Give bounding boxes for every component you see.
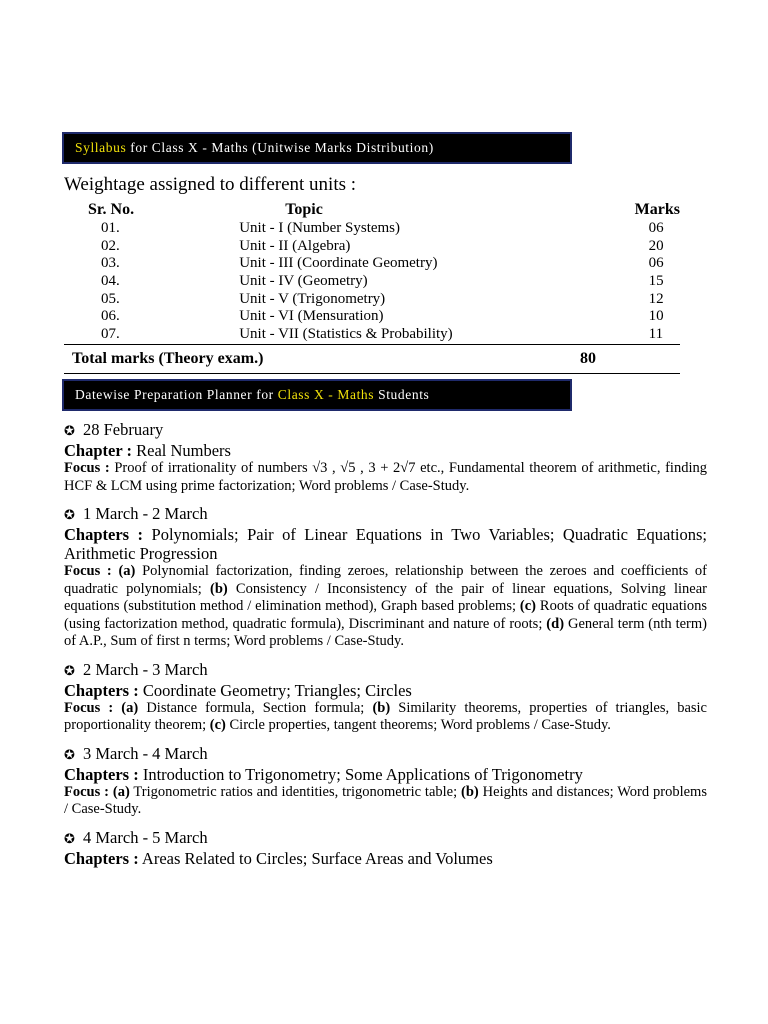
planner-banner (62, 379, 572, 411)
cell-marks: 11 (648, 325, 664, 342)
focus-text: Polynomial factorization, finding zeroes, relationship between the zeroes and coefficients of quadratic polynomials; (64, 563, 708, 597)
cell-sr: 07. (101, 325, 120, 342)
date-text: 2 March - 3 March (83, 659, 208, 679)
cell-sr: 06. (101, 308, 120, 325)
cell-sr: 03. (101, 255, 120, 272)
entry-focus (64, 563, 707, 651)
total-value: 80 (580, 350, 596, 367)
total-label: Total marks (Theory exam.) (72, 350, 264, 367)
focus-text: Circle properties, tangent theorems; Word problems / Case-Study. (229, 717, 611, 733)
entry-chapters (64, 849, 707, 868)
marks-table (64, 200, 680, 343)
entry-date (64, 420, 707, 441)
cell-topic: Unit - II (Algebra) (239, 237, 351, 254)
entry-date (64, 504, 707, 525)
focus-text: General term (nth term) of A.P., Sum of first n terms; Word problems / Case-Study. (64, 615, 707, 649)
enum-c: (c) (209, 717, 226, 733)
banner-highlight: Syllabus (75, 140, 127, 155)
chapters-text: Areas Related to Circles; Surface Areas and Volumes (141, 848, 493, 868)
header-marks: Marks (634, 201, 680, 218)
focus-text: Heights and distances; Word problems / Case-Study. (64, 783, 707, 817)
enum-b: (b) (210, 580, 228, 597)
star-bullet-icon: ✪ (64, 746, 75, 762)
entry-focus (64, 784, 707, 819)
date-text: 1 March - 2 March (83, 504, 208, 523)
planner-entry (64, 420, 707, 495)
entry-date (64, 660, 707, 681)
cell-sr: 02. (101, 237, 120, 254)
cell-topic: Unit - VI (Mensuration) (239, 308, 384, 325)
table-row (64, 220, 680, 238)
star-bullet-icon: ✪ (64, 507, 75, 522)
date-text: 28 February (83, 420, 164, 439)
cell-marks: 06 (648, 255, 664, 272)
enum-a: (a) (121, 699, 139, 716)
cell-topic: Unit - III (Coordinate Geometry) (239, 255, 438, 272)
entry-focus (64, 700, 707, 735)
planner-entry (64, 504, 707, 651)
header-topic: Topic (285, 201, 323, 218)
banner-text: for Class X - Maths (Unitwise Marks Distribution) (126, 140, 434, 155)
table-row (64, 308, 680, 326)
table-header-row (64, 200, 680, 220)
table-row (64, 255, 680, 273)
entry-chapters (64, 525, 707, 563)
syllabus-banner (62, 132, 572, 164)
chapters-label: Chapters : (64, 680, 139, 700)
planner-entry (64, 660, 707, 735)
header-sr-no: Sr. No. (88, 201, 135, 218)
table-row (64, 290, 680, 308)
star-bullet-icon: ✪ (64, 830, 75, 846)
chapter-label: Chapter : (64, 441, 132, 460)
cell-marks: 20 (648, 237, 664, 254)
entry-focus (64, 460, 707, 495)
focus-text: Roots of quadratic equations (using factorization method, quadratic formula), Discriminant and nature of roots; (64, 598, 708, 632)
enum-a: (a) (112, 783, 130, 800)
entry-date (64, 744, 707, 765)
table-row (64, 326, 680, 344)
focus-text: Distance formula, Section formula; (146, 699, 365, 716)
cell-marks: 12 (648, 290, 664, 307)
cell-sr: 01. (101, 220, 120, 237)
focus-label: Focus : (64, 460, 110, 476)
table-row (64, 238, 680, 256)
date-text: 4 March - 5 March (83, 827, 208, 847)
focus-label: Focus : (64, 783, 109, 800)
planner-entry (64, 828, 707, 868)
banner-highlight: Class X - Maths (277, 387, 375, 402)
chapters-text: Introduction to Trigonometry; Some Applications of Trigonometry (142, 764, 583, 784)
cell-marks: 15 (648, 273, 664, 290)
focus-label: Focus : (64, 699, 114, 716)
entry-date (64, 828, 707, 849)
enum-b: (b) (372, 699, 391, 716)
total-marks-row (64, 344, 680, 374)
chapters-label: Chapters : (64, 848, 139, 868)
focus-label: Focus : (64, 563, 112, 579)
planner-entry (64, 744, 707, 819)
enum-c: (c) (519, 598, 536, 614)
cell-topic: Unit - IV (Geometry) (239, 273, 368, 290)
entry-chapters (64, 681, 707, 700)
cell-marks: 06 (648, 220, 664, 237)
chapters-text: Real Numbers (136, 441, 231, 460)
focus-text: Trigonometric ratios and identities, trigonometric table; (133, 783, 458, 800)
focus-text: Similarity theorems, properties of triangles, basic proportionality theorem; (64, 699, 707, 733)
chapters-label: Chapters : (64, 525, 144, 544)
table-row (64, 273, 680, 291)
cell-topic: Unit - V (Trigonometry) (239, 290, 386, 307)
banner-text: Students (374, 387, 430, 402)
focus-text: Consistency / Inconsistency of the pair of linear equations, Solving linear equations (substitution method / elimination method), Graph based problems; (64, 580, 708, 614)
entry-chapters (64, 441, 707, 460)
star-bullet-icon: ✪ (64, 423, 75, 438)
chapters-text: Coordinate Geometry; Triangles; Circles (142, 680, 412, 700)
enum-d: (d) (546, 615, 565, 632)
cell-marks: 10 (648, 308, 664, 325)
cell-topic: Unit - I (Number Systems) (239, 220, 401, 237)
enum-b: (b) (461, 783, 479, 800)
chapters-label: Chapters : (64, 764, 139, 784)
cell-sr: 04. (101, 273, 120, 290)
enum-a: (a) (118, 563, 136, 579)
preparation-planner (64, 420, 707, 877)
weightage-heading: Weightage assigned to different units : (64, 174, 357, 195)
date-text: 3 March - 4 March (83, 743, 208, 763)
star-bullet-icon: ✪ (64, 662, 75, 678)
focus-text: Proof of irrationality of numbers √3 , √5 , 3 + 2√7 etc., Fundamental theorem of arithmetic, finding HCF & LCM using prime factorization; Word problems / Case-Study. (64, 460, 707, 494)
cell-sr: 05. (101, 290, 120, 307)
entry-chapters (64, 765, 707, 784)
cell-topic: Unit - VII (Statistics & Probability) (239, 325, 453, 342)
banner-text: Datewise Preparation Planner for (75, 387, 278, 402)
chapters-text: Polynomials; Pair of Linear Equations in Two Variables; Quadratic Equations; Arithmetic Progression (64, 525, 708, 563)
